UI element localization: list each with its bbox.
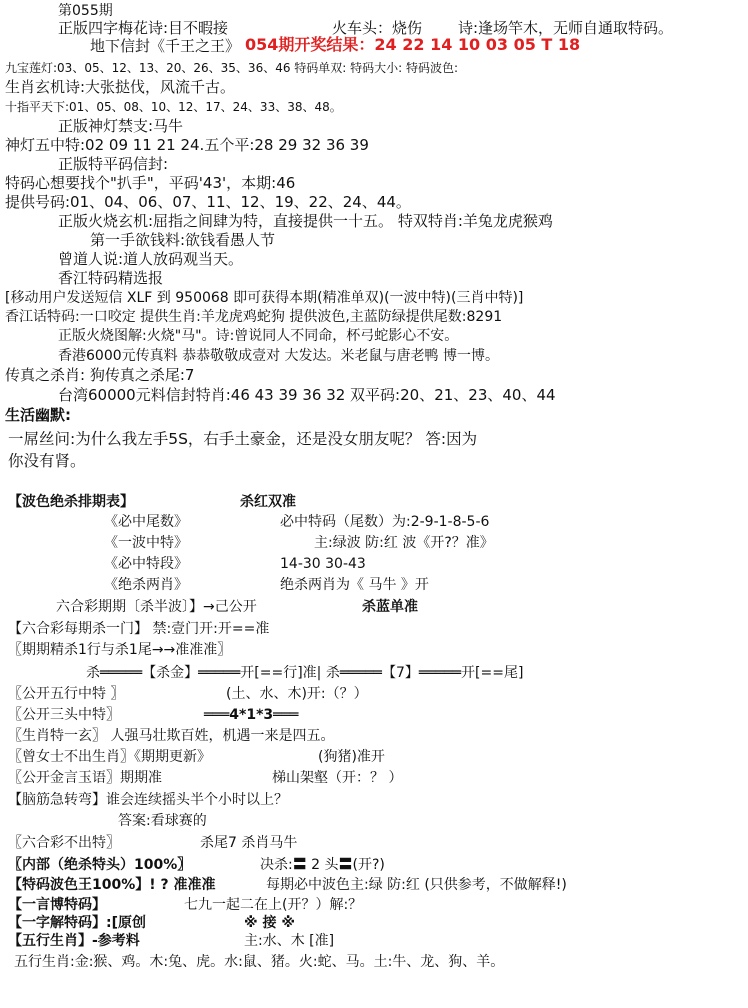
zodiac-poem-line: 生肖玄机诗:大张挞伐，风流千古。 bbox=[5, 78, 236, 96]
zodiac-mystery: 〖生肖特一玄〗 人强马壮欺百姓，机遇一来是四五。 bbox=[8, 728, 335, 744]
color-kill-table-title: 【波色绝杀排期表】 bbox=[8, 494, 134, 510]
inside-kill-value: 决杀:〓 2 头〓(开?) bbox=[260, 857, 385, 873]
flat-letter-line: 正版特平码信封: bbox=[58, 155, 169, 173]
taoist-line: 曾道人说:道人放码观当天。 bbox=[58, 250, 244, 268]
underground-letter: 地下信封《千王之王》 bbox=[90, 37, 241, 55]
no-special-value: 杀尾7 杀肖马牛 bbox=[200, 835, 298, 851]
five-zodiac-label: 【五行生肖】-参考料 bbox=[8, 933, 140, 949]
ms-zeng-label: 〖曾女士不出生肖〗《期期更新》 bbox=[8, 749, 211, 765]
kill-row-tail: 〖期期精杀1行与杀1尾→→准准准〗 bbox=[8, 642, 232, 658]
kill-red-double: 杀红双准 bbox=[240, 494, 296, 510]
lamp-five-line: 神灯五中特:02 09 11 21 24.五个平:28 29 32 36 39 bbox=[5, 136, 369, 154]
three-head-value: ═══4*1*3═══ bbox=[204, 707, 299, 723]
one-char-label: 【一字解特码】:[原创 bbox=[8, 915, 146, 931]
joke-answer: 你没有肾。 bbox=[8, 452, 86, 470]
three-head-label: 〖公开三头中特〗 bbox=[8, 707, 120, 723]
provided-numbers-line: 提供号码:01、04、06、07、11、12、19、22、24、44。 bbox=[5, 193, 411, 211]
humor-heading: 生活幽默: bbox=[5, 406, 71, 424]
golden-words-label: 〖公开金言玉语〗期期准 bbox=[8, 770, 162, 786]
riddle-question: 【脑筋急转弯】谁会连续摇头半个小时以上？ bbox=[8, 792, 288, 808]
fax-kill-line: 传真之杀肖: 狗传真之杀尾:7 bbox=[5, 366, 195, 384]
must-tail-value: 必中特码（尾数）为:2-9-1-8-5-6 bbox=[280, 514, 490, 530]
one-wave-label: 《一波中特》 bbox=[104, 535, 188, 551]
fire-mystery-line: 正版火烧玄机:屈指之间肆为特，直接提供一十五。 特双特肖:羊兔龙虎猴鸡 bbox=[58, 212, 553, 230]
kill-one-door: 【六合彩每期杀一门】 禁:壹门开:开==准 bbox=[8, 621, 270, 637]
hongkong-report-line: 香江特码精选报 bbox=[58, 269, 164, 287]
one-char-value: ※ 接 ※ bbox=[244, 915, 295, 931]
issue-number: 第055期 bbox=[58, 3, 113, 19]
five-zodiac-list: 五行生肖:金:猴、鸡。木:兔、虎。水:鼠、猪。火:蛇、马。土:牛、龙、狗、羊。 bbox=[14, 954, 505, 970]
result-banner: 054期开奖结果：24 22 14 10 03 05 T 18 bbox=[245, 35, 581, 54]
poem-line: 诗:逢场竿木，无师自通取特码。 bbox=[458, 19, 674, 37]
hongkong-talk-line: 香江话特码:一口咬定 提供生肖:羊龙虎鸡蛇狗 提供波色,主蓝防绿提供尾数:8291 bbox=[5, 309, 503, 325]
color-king-label: 【特码波色王100%】! ? 准准准 bbox=[8, 877, 216, 893]
first-hand-line: 第一手欲钱料:欲钱看愚人节 bbox=[90, 231, 276, 249]
kill-two-label: 《绝杀两肖》 bbox=[104, 577, 188, 593]
train-head: 火车头：烧伤 bbox=[332, 19, 423, 37]
plum-poem: 正版四字梅花诗:目不暇接 bbox=[58, 19, 229, 37]
half-wave-label: 六合彩期期〔杀半波〕】→己公开 bbox=[56, 599, 257, 615]
kill-blue-single: 杀蓝单准 bbox=[362, 599, 418, 615]
must-tail-label: 《必中尾数》 bbox=[104, 514, 188, 530]
joke-question: 一屌丝问:为什么我左手5S，右手土豪金，还是没女朋友呢？ 答:因为 bbox=[8, 430, 478, 448]
sms-promo-line: [移动用户发送短信 XLF 到 950068 即可获得本期(精准单双)(一波中特)(三肖中特)] bbox=[5, 290, 524, 306]
five-element-label: 〖公开五行中特 〗 bbox=[8, 686, 125, 702]
ms-zeng-value: (狗猪)准开 bbox=[318, 749, 385, 765]
inside-kill-label: 〖内部（绝杀特头）100%〗 bbox=[8, 857, 192, 873]
fax-material-line: 香港6000元传真料 恭恭敬敬成壹对 大发达。米老鼠与唐老鸭 博一博。 bbox=[58, 348, 499, 364]
pickpocket-line: 特码心想要找个"扒手"，平码'43'，本期:46 bbox=[5, 174, 296, 192]
fire-diagram-line: 正版火烧图解:火烧"马"。诗:曾说同人不同命，杯弓蛇影心不安。 bbox=[58, 328, 459, 344]
golden-words-value: 梯山架壑（开：？ ） bbox=[272, 770, 403, 786]
color-king-value: 每期必中波色主:绿 防:红 (只供参考，不做解释!) bbox=[266, 877, 567, 893]
lamp-ban-line: 正版神灯禁支:马牛 bbox=[58, 117, 184, 135]
one-wave-value: 主:绿波 防:红 波《开?？准》 bbox=[314, 535, 494, 551]
nine-lotus-line: 九宝莲灯:03、05、12、13、20、26、35、36、46 特码单双: 特码大小: 特码波色: bbox=[5, 61, 459, 75]
ten-fingers-line: 十指平天下:01、05、08、10、12、17、24、33、38、48。 bbox=[5, 100, 342, 114]
no-special-label: 〖六合彩不出特〗 bbox=[8, 835, 120, 851]
kill-gold-seven: 杀═════【杀金】═════开[==行]准| 杀═════【7】═════开[==尾] bbox=[86, 665, 524, 681]
one-word-label: 【一言博特码】 bbox=[8, 897, 106, 913]
five-zodiac-value: 主:水、木 [准] bbox=[244, 933, 335, 949]
one-word-value: 七九一起二在上(开？）解:？ bbox=[184, 897, 363, 913]
kill-two-value: 绝杀两肖为《 马牛 》开 bbox=[280, 577, 429, 593]
five-element-value: (土、水、木)开:（？） bbox=[226, 686, 368, 702]
must-segment-value: 14-30 30-43 bbox=[280, 556, 366, 572]
riddle-answer: 答案:看球赛的 bbox=[118, 813, 207, 829]
taiwan-letter-line: 台湾60000元料信封特肖:46 43 39 36 32 双平码:20、21、23、40、44 bbox=[58, 386, 556, 404]
must-segment-label: 《必中特段》 bbox=[104, 556, 188, 572]
